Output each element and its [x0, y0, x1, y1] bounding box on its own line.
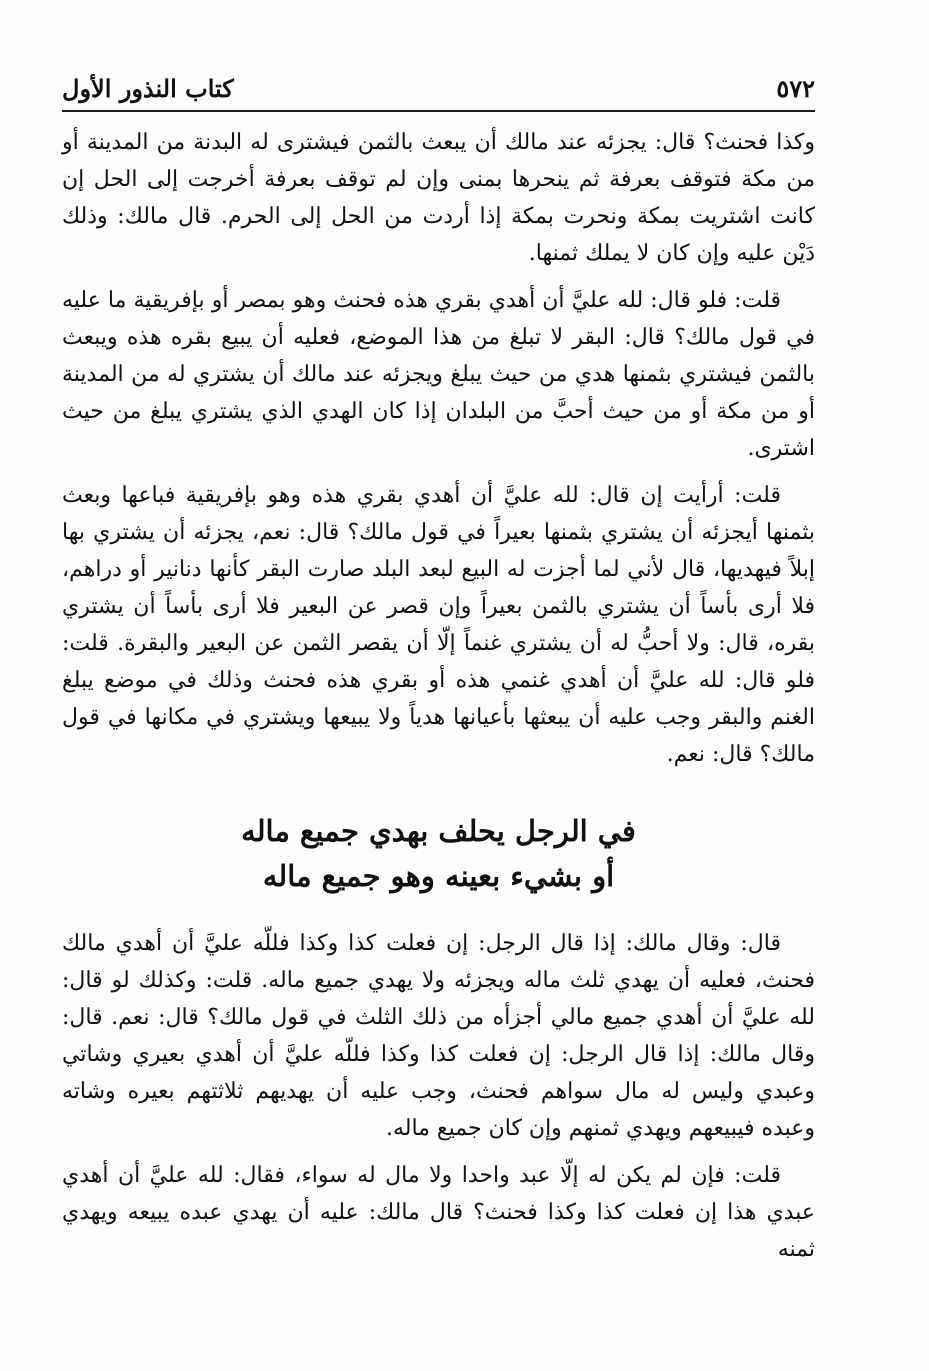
paragraph: قلت: أرأيت إن قال: لله عليَّ أن أهدي بقري هذه وهو بإفريقية فباعها وبعث بثمنها أيجزئه أن يشتري بثمنها بعيراً في قول مالك؟ قال: نعم، يجزئه أن يشتري بها إبلاً فيهديها، قال لأني لما أجزت له البيع لبعد البلد صارت البقر كأنها دنانير أو دراهم، فلا أرى بأساً أن يشتري بالثمن بعيراً وإن قصر عن البعير فلا أرى بأساً أن يشتري بقره، قال: ولا أحبُّ له أن يشتري غنماً إلّا أن يقصر الثمن عن البعير والبقرة. قلت: فلو قال: لله عليَّ أن أهدي غنمي هذه أو بقري هذه فحنث وذلك في موضع يبلغ الغنم والبقر وجب عليه أن يبعثها بأعيانها هدياً ولا يبيعها ويشتري في مكانها في قول مالك؟ قال: نعم.	[62, 483, 816, 767]
section-heading-line: في الرجل يحلف بهدي جميع ماله	[241, 814, 636, 848]
paragraph: قلت: فإن لم يكن له إلّا عبد واحدا ولا مال له سواء، فقال: لله عليَّ أن أهدي عبدي هذا إن فعلت كذا وكذا فحنث؟ قال مالك: عليه أن يهدي عبده يبيعه ويهدي ثمنه	[62, 1163, 815, 1262]
paragraph: وكذا فحنث؟ قال: يجزئه عند مالك أن يبعث بالثمن فيشترى له البدنة من المدينة أو من مكة فتوقف بعرفة ثم ينحرها بمنى وإن لم توقف بعرفة أخرجت إلى الحل إن كانت اشتريت بمكة ونحرت بمكة إذا أردت من الحل إلى الحرم. قال مالك: وذلك دَيْن عليه وإن كان لا يملك ثمنها.	[62, 130, 815, 266]
section-heading	[62, 809, 815, 899]
running-header	[62, 68, 815, 108]
paragraph: قال: وقال مالك: إذا قال الرجل: إن فعلت كذا وكذا فللّه عليَّ أن أهدي مالك فحنث، فعليه أن يهدي ثلث ماله ويجزئه ولا يهدي جميع ماله. قلت: وكذلك لو قال: لله عليَّ أن أهدي جميع مالي أجزأه من ذلك الثلث في قول مالك؟ قال: نعم. قال: وقال مالك: إذا قال الرجل: إن فعلت كذا وكذا فللّه عليَّ أن أهدي بعيري وشاتي وعبدي وليس له مال سواهم فحنث، وجب عليه أن يهديهم ثلاثتهم بعيره وشاته وعبده فيبيعهم ويهدي ثمنهم وإن كان جميع ماله.	[62, 931, 815, 1141]
page-number: ٥٧٢	[776, 74, 815, 103]
header-divider	[62, 110, 815, 112]
section-heading-line: أو بشيء بعينه وهو جميع ماله	[262, 859, 615, 893]
paragraph: قلت: فلو قال: لله عليَّ أن أهدي بقري هذه فحنث وهو بمصر أو بإفريقية ما عليه في قول مالك؟ قال: البقر لا تبلغ من هذا الموضع، فعليه أن يبيع بقره هذه ويبعث بالثمن فيشتري بثمنها هدي من حيث يبلغ ويجزئه عند مالك أن يشتري له من المدينة أو من مكة أو من حيث أحبَّ من البلدان إذا كان الهدي الذي يشتري يبلغ من حيث اشترى.	[62, 288, 815, 461]
main-text	[62, 124, 815, 1278]
book-title: كتاب النذور الأول	[62, 74, 234, 103]
